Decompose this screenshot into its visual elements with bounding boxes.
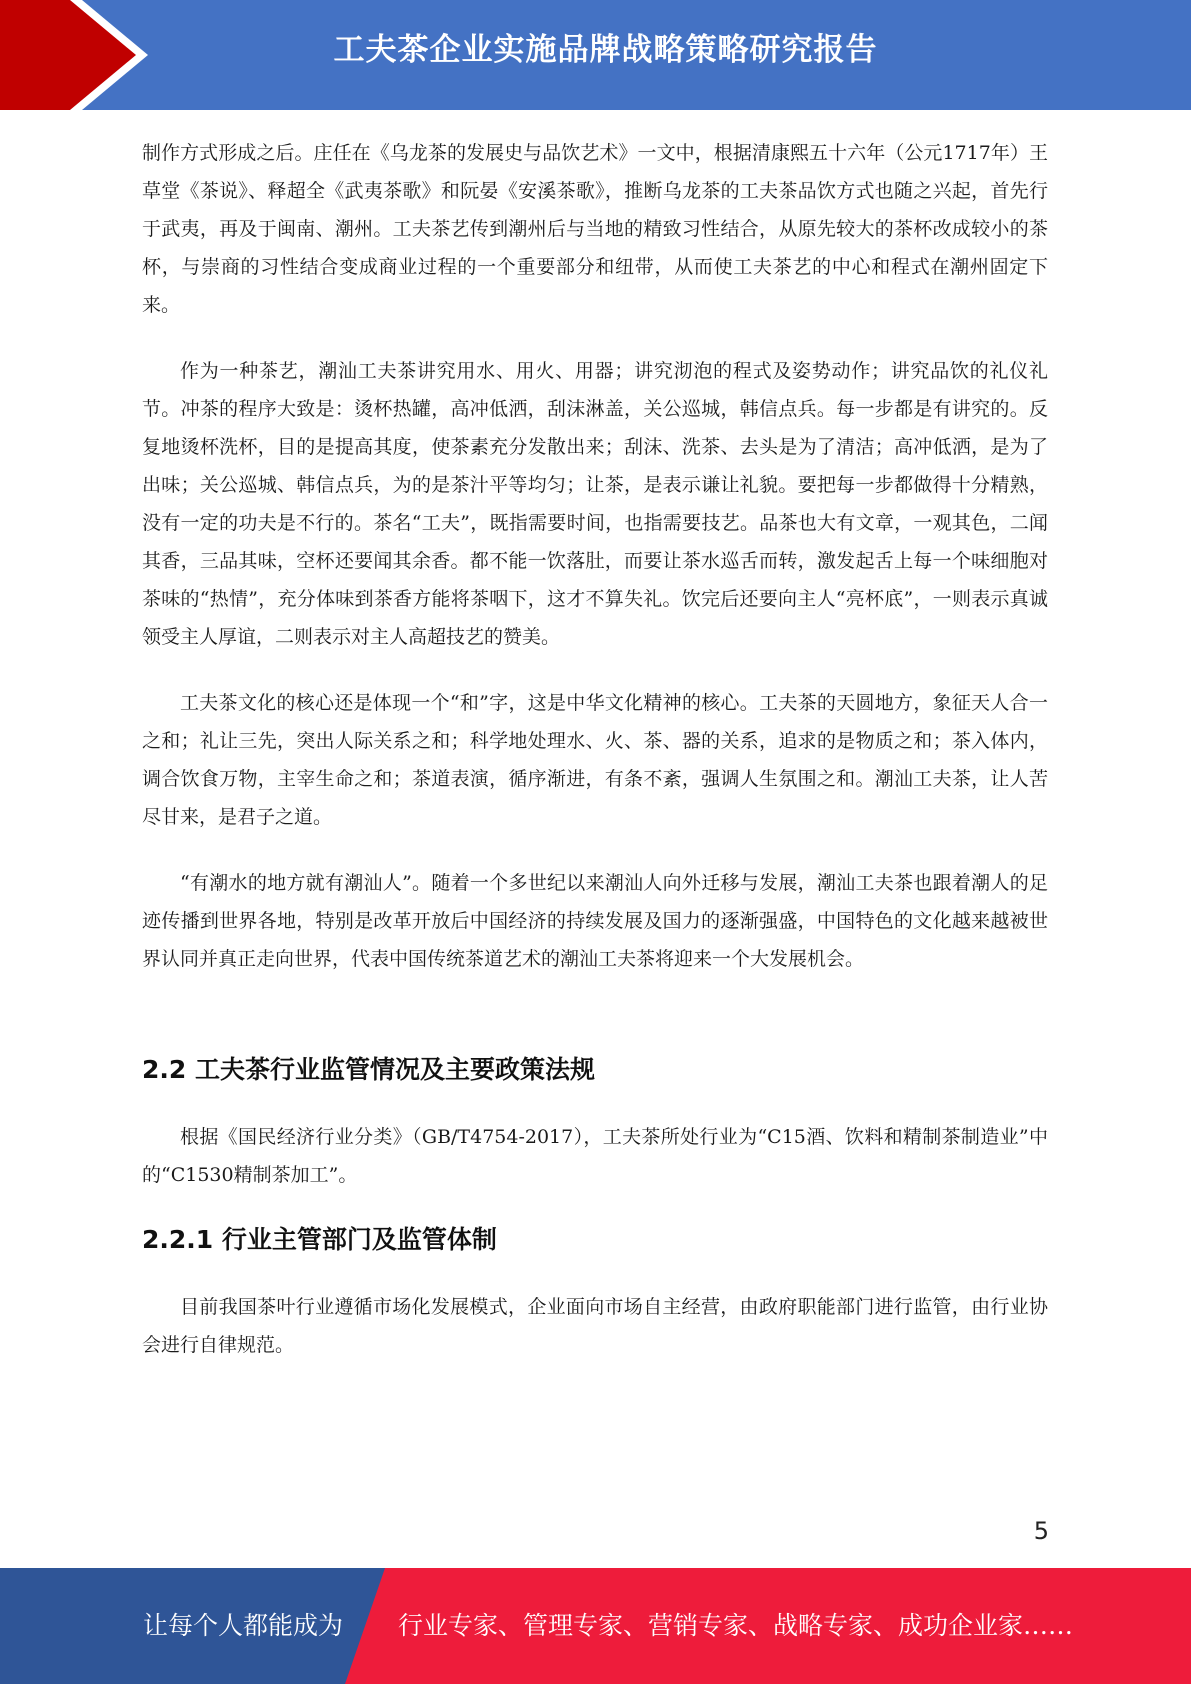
- paragraph: 根据《国民经济行业分类》（GB/T4754-2017），工夫茶所处行业为“C15酒、饮料和精制茶制造业”中的“C1530精制茶加工”。: [142, 1126, 1048, 1186]
- paragraph: 作为一种茶艺，潮汕工夫茶讲究用水、用火、用器；讲究沏泡的程式及姿势动作；讲究品饮的礼仪礼节。冲茶的程序大致是：烫杯热罐，高冲低洒，刮沫淋盖，关公巡城，韩信点兵。每一步都是有讲究的。反复地烫杯洗杯，目的是提高其度，使茶素充分发散出来；刮沫、洗茶、去头是为了清洁；高冲低洒，是为了出味；关公巡城、韩信点兵，为的是茶汁平等均匀；让茶，是表示谦让礼貌。要把每一步都做得十分精熟，没有一定的功夫是不行的。茶名“工夫”，既指需要时间，也指需要技艺。品茶也大有文章，一观其色，二闻其香，三品其味，空杯还要闻其余香。都不能一饮落肚，而要让茶水巡舌而转，激发起舌上每一个味细胞对茶味的“热情”，充分体味到茶香方能将茶咽下，这才不算失礼。饮完后还要向主人“亮杯底”，一则表示真诚领受主人厚谊，二则表示对主人高超技艺的赞美。: [142, 360, 1048, 648]
- report-title: 工夫茶企业实施品牌战略策略研究报告: [333, 32, 878, 68]
- footer-banner: [0, 1568, 1191, 1684]
- document-body: [142, 134, 1048, 1392]
- page-number: 5: [1033, 1517, 1049, 1545]
- paragraph: 工夫茶文化的核心还是体现一个“和”字，这是中华文化精神的核心。工夫茶的天圆地方，象征天人合一之和；礼让三先，突出人际关系之和；科学地处理水、火、茶、器的关系，追求的是物质之和；茶入体内，调合饮食万物，主宰生命之和；茶道表演，循序渐进，有条不紊，强调人生氛围之和。潮汕工夫茶，让人苦尽甘来，是君子之道。: [142, 692, 1048, 828]
- header-banner: [0, 0, 1191, 110]
- footer-slogan-right: 行业专家、管理专家、营销专家、战略专家、成功企业家……: [398, 1611, 1074, 1640]
- paragraph: “有潮水的地方就有潮汕人”。随着一个多世纪以来潮汕人向外迁移与发展，潮汕工夫茶也跟着潮人的足迹传播到世界各地，特别是改革开放后中国经济的持续发展及国力的逐渐强盛，中国特色的文化越来越被世界认同并真正走向世界，代表中国传统茶道艺术的潮汕工夫茶将迎来一个大发展机会。: [142, 872, 1048, 970]
- paragraph: 目前我国茶叶行业遵循市场化发展模式，企业面向市场自主经营，由政府职能部门进行监管，由行业协会进行自律规范。: [142, 1296, 1048, 1356]
- paragraph-continued: 制作方式形成之后。庄任在《乌龙茶的发展史与品饮艺术》一文中，根据清康熙五十六年（公元1717年）王草堂《茶说》、释超全《武夷茶歌》和阮晏《安溪茶歌》，推断乌龙茶的工夫茶品饮方式也随之兴起，首先行于武夷，再及于闽南、潮州。工夫茶艺传到潮州后与当地的精致习性结合，从原先较大的茶杯改成较小的茶杯，与崇商的习性结合变成商业过程的一个重要部分和纽带，从而使工夫茶艺的中心和程式在潮州固定下来。: [142, 142, 1048, 316]
- footer-slogan-left: 让每个人都能成为: [143, 1611, 344, 1640]
- section-heading-2-2-1: 2.2.1 行业主管部门及监管体制: [142, 1225, 497, 1254]
- section-heading-2-2: 2.2 工夫茶行业监管情况及主要政策法规: [142, 1055, 595, 1084]
